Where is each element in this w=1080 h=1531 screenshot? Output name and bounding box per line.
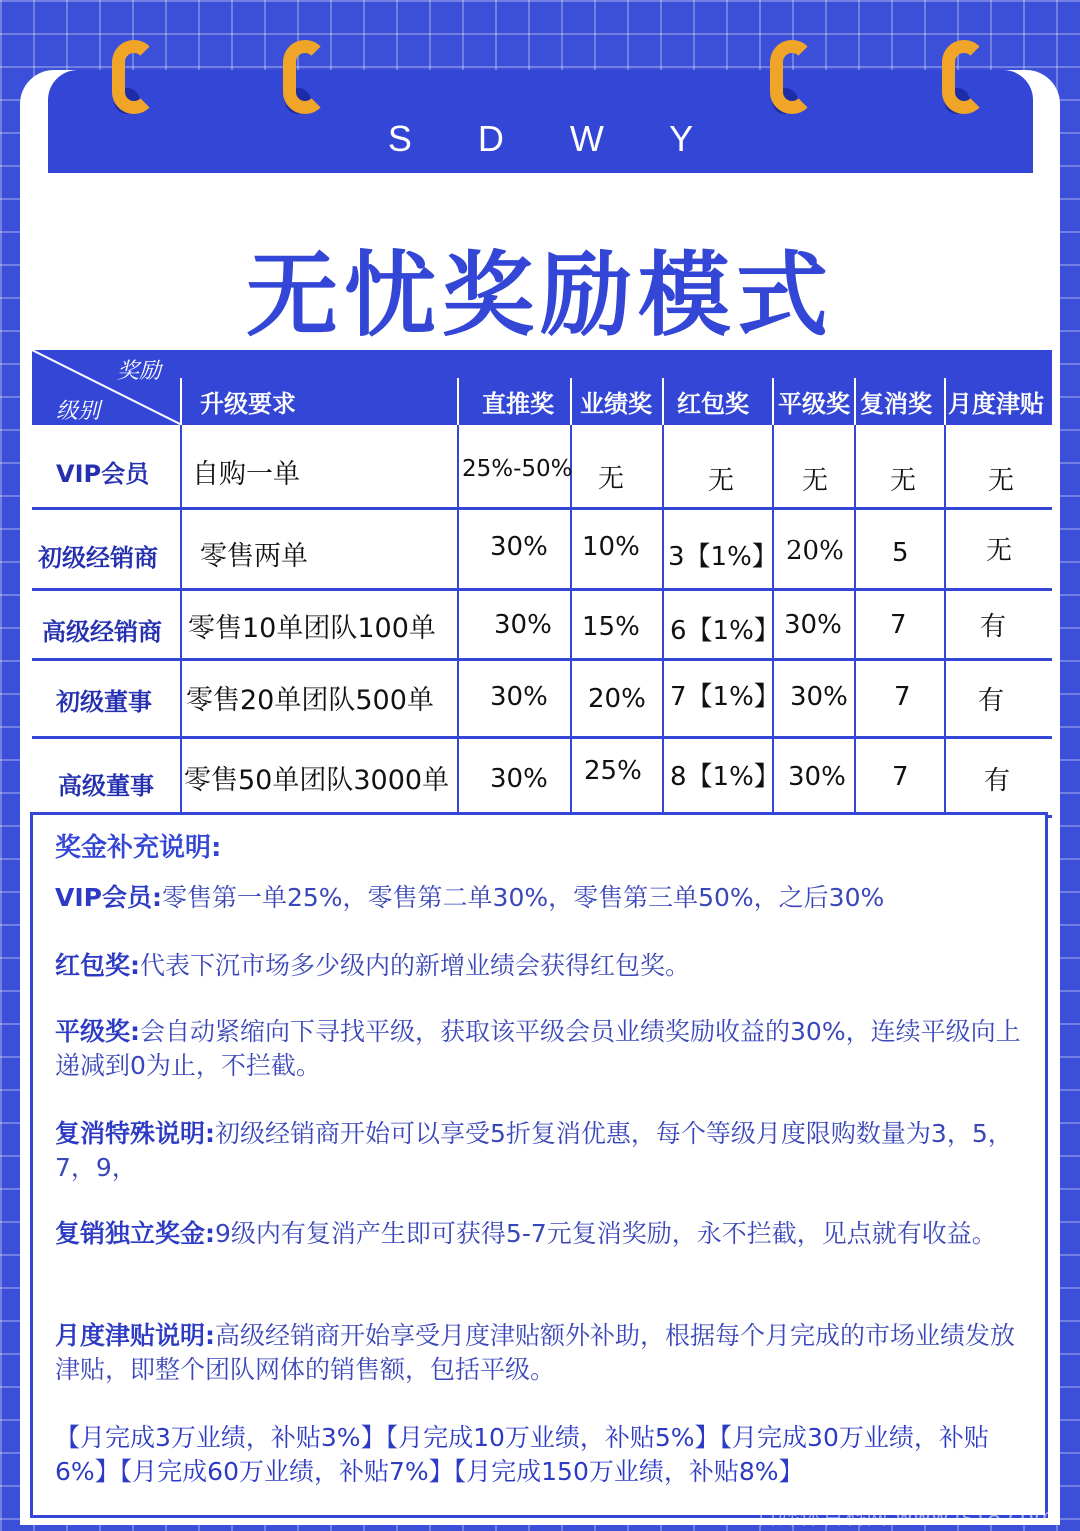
row-direct: 25%-50% [462,456,573,482]
col-divider [570,378,572,818]
row-level-vip: VIP会员 [56,460,150,488]
row-redpack: 3【1%】 [668,542,778,572]
row-level-senior-dealer: 高级经销商 [42,618,162,646]
page-title: 无忧奖励模式 [245,242,834,349]
row-repeat: 7 [890,610,907,640]
col-divider [944,378,946,818]
note-text: 代表下沉市场多少级内的新增业绩会获得红包奖。 [140,951,691,980]
col-divider [772,378,774,818]
note-label: VIP会员: [55,883,162,912]
note-redpack [55,949,1030,983]
row-peer: 30% [784,610,842,640]
col-divider [457,378,459,818]
bonus-notes-panel [30,812,1048,1518]
note-text: 会自动紧缩向下寻找平级，获取该平级会员业绩奖励收益的30%，连续平级向上递减到0为止，不拦截。 [55,1017,1021,1080]
col-header-repeat: 复消奖 [860,390,932,418]
col-header-direct: 直推奖 [482,390,554,418]
binder-ring-icon [283,40,327,114]
row-direct: 30% [494,610,552,640]
row-redpack: 8【1%】 [670,762,780,792]
header-divider [772,378,774,425]
row-repeat: 5 [892,538,909,568]
row-level-junior-director: 初级董事 [56,688,152,716]
row-divider [32,588,1052,591]
row-performance: 无 [598,464,625,494]
corner-label-reward: 奖励 [117,359,162,384]
row-repeat: 7 [894,682,911,712]
row-repeat: 7 [892,762,909,792]
note-text: 初级经销商开始可以享受5折复消优惠，每个等级月度限购数量为3，5，7，9， [55,1119,1013,1182]
col-divider [854,378,856,818]
binder-ring-icon [112,40,156,114]
binder-ring-icon [942,40,986,114]
header-divider [180,378,182,425]
row-peer: 无 [802,466,829,496]
monthly-tiers: 【月完成3万业绩，补贴3%】【月完成10万业绩，补贴5%】【月完成30万业绩，补贴6%】【月完成60万业绩，补贴7%】【月完成150万业绩，补贴8%】 [55,1423,989,1486]
row-divider [32,507,1052,510]
note-peer [55,1015,1030,1083]
row-monthly: 有 [978,686,1005,716]
reward-table [32,350,1052,818]
col-header-requirement: 升级要求 [200,390,296,418]
col-header-monthly: 月度津贴 [948,390,1044,418]
note-label: 月度津贴说明: [55,1321,215,1350]
header-divider [570,378,572,425]
row-divider [32,736,1052,739]
row-divider [32,658,1052,661]
note-repeat-special [55,1117,1030,1185]
row-performance: 15% [582,612,640,642]
note-label: 复销独立奖金: [55,1219,215,1248]
note-label: 红包奖: [55,951,140,980]
row-requirement: 零售10单团队100单 [188,613,436,644]
header-divider [944,378,946,425]
row-monthly: 无 [986,536,1013,566]
row-performance: 10% [582,532,640,562]
row-redpack: 无 [708,466,735,496]
row-requirement: 自购一单 [192,459,300,490]
brand-text: S D W Y [387,118,722,159]
corner-label-level: 级别 [56,399,101,424]
row-level-junior-dealer: 初级经销商 [38,544,158,572]
note-repeat-bonus [55,1217,1030,1251]
corner-cell [32,350,182,425]
col-divider [180,378,182,818]
col-header-peer: 平级奖 [778,390,850,418]
header-divider [662,378,664,425]
notes-heading: 奖金补充说明: [55,833,222,863]
note-text: 高级经销商开始享受月度津贴额外补助，根据每个月完成的市场业绩发放津贴，即整个团队网体的销售额，包括平级。 [55,1321,1016,1384]
row-requirement: 零售20单团队500单 [186,685,434,716]
col-header-redpack: 红包奖 [677,390,749,418]
header-divider [457,378,459,425]
row-requirement: 零售两单 [200,541,308,572]
row-direct: 30% [490,682,548,712]
note-label: 平级奖: [55,1017,140,1046]
watermark: 自媒体百科网 www.fs18.com [756,1505,1056,1530]
col-header-performance: 业绩奖 [580,390,652,418]
note-vip [55,881,1030,915]
row-level-senior-director: 高级董事 [58,772,154,800]
row-repeat: 无 [890,466,917,496]
binder-ring-icon [770,40,814,114]
row-monthly: 有 [980,612,1007,642]
note-text: 零售第一单25%，零售第二单30%，零售第三单50%，之后30% [161,883,885,912]
row-peer: 20% [786,536,844,566]
row-direct: 30% [490,532,548,562]
note-monthly [55,1319,1030,1387]
col-divider [662,378,664,818]
card-header-bar [48,70,1033,173]
row-peer: 30% [788,762,846,792]
row-monthly: 无 [988,466,1015,496]
row-direct: 30% [490,764,548,794]
row-peer: 30% [790,682,848,712]
row-redpack: 6【1%】 [670,616,780,646]
note-label: 复消特殊说明: [55,1119,215,1148]
row-performance: 25% [584,756,642,786]
row-redpack: 7【1%】 [670,682,780,712]
table-header [32,350,1052,425]
header-divider [854,378,856,425]
note-text: 9级内有复消产生即可获得5-7元复消奖励，永不拦截，见点就有收益。 [215,1219,997,1248]
row-requirement: 零售50单团队3000单 [184,765,450,796]
row-monthly: 有 [984,766,1011,796]
row-performance: 20% [588,684,646,714]
